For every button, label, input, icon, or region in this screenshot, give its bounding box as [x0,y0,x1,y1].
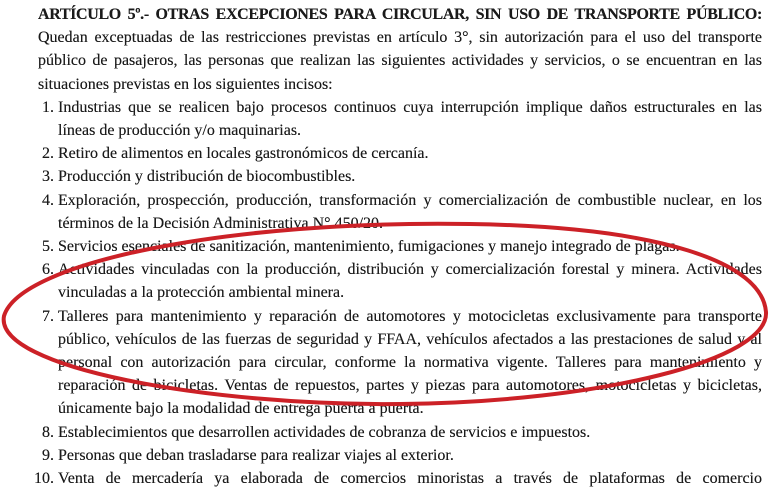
list-item-6 [33,258,762,304]
list-item-2 [33,142,762,165]
item-text: Servicios esenciales de sanitización, mantenimiento, fumigaciones y manejo integrado de plagas. [58,238,680,256]
exceptions-list [34,96,762,490]
item-number: 7. [42,307,54,325]
list-item-10 [33,467,762,490]
list-item-4 [33,189,762,235]
list-item-1 [33,96,762,142]
item-number: 4. [42,191,54,209]
item-number: 10. [34,470,54,488]
item-text: Talleres para mantenimiento y reparación de automotores y motocicletas exclusivamente para transporte público, vehículos de las fuerzas de seguridad y FFAA, vehículos afectados a las prestaciones de salud y al personal con autorización para circular, conforme la normativa vigente. Talleres para mantenimiento y reparación de bicicletas. Ventas de repuestos, partes y piezas para automotores, motocicletas y bicicletas, únicamente bajo la modalidad de entrega puerta a puerta. [58,307,762,418]
item-number: 1. [42,98,54,116]
item-text: Producción y distribución de biocombustibles. [58,168,356,186]
item-number: 2. [42,145,54,163]
item-text: Exploración, prospección, producción, transformación y comercialización de combustible nuclear, en los términos de la Decisión Administrativa N° 450/20. [58,191,762,232]
item-text: Venta de mercadería ya elaborada de comercios minoristas a través de plataformas de comercio [58,470,762,488]
list-item-8 [33,421,762,444]
item-number: 8. [42,423,54,441]
article-intro-text: Quedan exceptuadas de las restricciones previstas en artículo 3°, sin autorización para el uso del transporte público de pasajeros, las personas que realizan las siguientes actividades y servicios, o se encuentran en las situaciones previstas en los siguientes incisos: [38,29,762,93]
list-item-9 [33,444,762,467]
item-text: Industrias que se realicen bajo procesos continuos cuya interrupción implique daños estructurales en las líneas de producción y/o maquinarias. [58,98,762,140]
item-number: 9. [42,446,54,464]
item-text: Retiro de alimentos en locales gastronómicos de cercanía. [58,145,429,163]
item-number: 5. [42,238,54,256]
item-text: Personas que deban trasladarse para realizar viajes al exterior. [58,446,454,464]
article-paragraph [38,3,762,96]
item-text: Establecimientos que desarrollen actividades de cobranza de servicios e impuestos. [58,423,591,441]
item-text: Actividades vinculadas con la producción, distribución y comercialización forestal y minera. Actividades vinculadas a la protección ambiental minera. [58,261,762,302]
article-heading: ARTÍCULO 5º.- OTRAS EXCEPCIONES PARA CIRCULAR, SIN USO DE TRANSPORTE PÚBLICO: [38,6,762,23]
list-item-7-circled [33,305,762,421]
item-number: 6. [42,261,54,279]
list-item-5 [33,235,762,258]
list-item-3 [33,165,762,188]
item-number: 3. [42,168,54,186]
